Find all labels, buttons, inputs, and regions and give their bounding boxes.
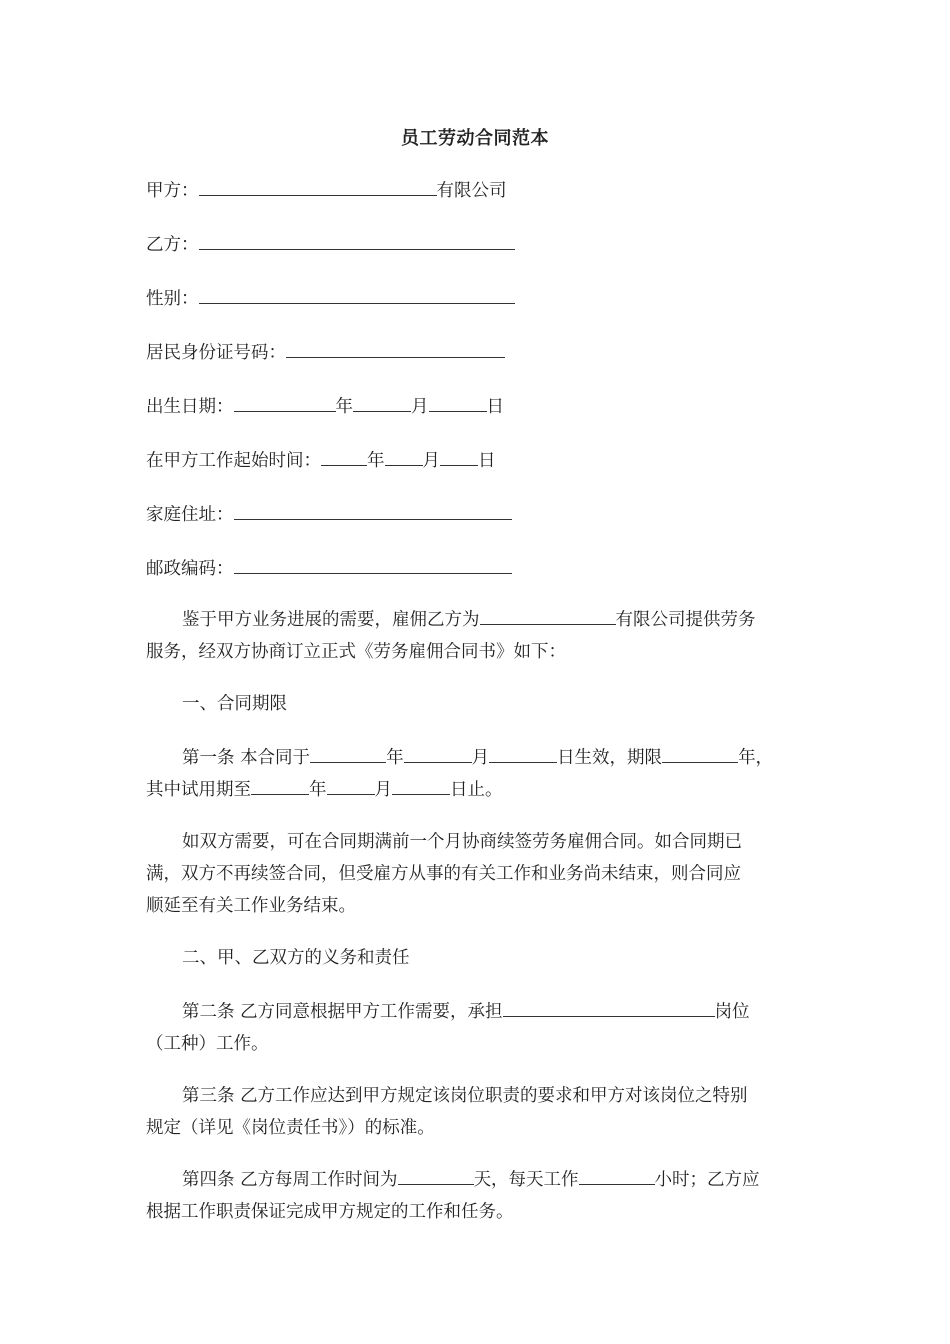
- birth-label: 出生日期：: [146, 397, 234, 417]
- renewal-paragraph: [146, 826, 806, 922]
- gender-blank[interactable]: [199, 283, 515, 304]
- art3-line-2: 规定（详见《岗位责任书》）的标准。: [146, 1118, 435, 1138]
- article1-paragraph: [146, 742, 806, 806]
- probation-month-blank[interactable]: [327, 774, 375, 795]
- renewal-line-3: 顺延至有关工作业务结束。: [146, 896, 356, 916]
- days-blank[interactable]: [398, 1164, 474, 1185]
- article4-paragraph: [146, 1164, 806, 1228]
- party-b-label: 乙方：: [146, 235, 199, 255]
- probation-end-text: 日止。: [450, 780, 503, 800]
- article3-paragraph: [146, 1080, 806, 1144]
- section1-heading-text: 一、合同期限: [182, 694, 287, 714]
- art4-text-c: 小时；乙方应: [654, 1170, 760, 1190]
- start-year-blank[interactable]: [321, 445, 367, 466]
- document-title: 员工劳动合同范本: [401, 128, 549, 149]
- day-text: 日: [486, 397, 504, 417]
- art1-l2-text: 其中试用期至: [146, 780, 251, 800]
- postcode-line: [146, 553, 512, 584]
- intro-company-blank[interactable]: [480, 604, 616, 625]
- party-b-line: [146, 229, 515, 260]
- start-month-blank[interactable]: [385, 445, 423, 466]
- probation-day-blank[interactable]: [392, 774, 450, 795]
- probation-month-text: 月: [374, 780, 392, 800]
- art3-line-1: 第三条 乙方工作应达到甲方规定该岗位职责的要求和甲方对该岗位之特别: [182, 1086, 748, 1106]
- address-line: [146, 499, 512, 530]
- art1-term-blank[interactable]: [662, 742, 738, 763]
- probation-year-blank[interactable]: [251, 774, 309, 795]
- art2-text-b: 岗位: [714, 1002, 750, 1022]
- start-day-blank[interactable]: [440, 445, 478, 466]
- intro-paragraph: [146, 604, 806, 668]
- party-b-blank[interactable]: [199, 229, 515, 250]
- month-text: 月: [422, 451, 440, 471]
- art1-month-blank[interactable]: [404, 742, 472, 763]
- year-text: 年: [335, 397, 353, 417]
- start-label: 在甲方工作起始时间：: [146, 451, 321, 471]
- hours-blank[interactable]: [579, 1164, 655, 1185]
- id-blank[interactable]: [286, 337, 505, 358]
- section2-heading-text: 二、甲、乙双方的义务和责任: [182, 948, 410, 968]
- art4-line-2: 根据工作职责保证完成甲方规定的工作和任务。: [146, 1202, 514, 1222]
- art1-year-blank[interactable]: [310, 742, 386, 763]
- art1-text-a: 第一条 本合同于: [182, 748, 311, 768]
- id-label: 居民身份证号码：: [146, 343, 286, 363]
- gender-label: 性别：: [146, 289, 199, 309]
- art1-day-text: 日生效，期限: [557, 748, 663, 768]
- day-text: 日: [478, 451, 496, 471]
- year-text: 年: [367, 451, 385, 471]
- article2-paragraph: [146, 996, 806, 1060]
- gender-line: [146, 283, 515, 314]
- renewal-line-2: 满，双方不再续签合同，但受雇方从事的有关工作和业务尚未结束，则合同应: [146, 864, 741, 884]
- birth-year-blank[interactable]: [234, 391, 336, 412]
- section2-heading: [146, 942, 806, 974]
- intro-text-c: 服务，经双方协商订立正式《劳务雇佣合同书》如下：: [146, 642, 566, 662]
- party-a-label: 甲方：: [146, 181, 199, 201]
- month-text: 月: [411, 397, 429, 417]
- postcode-label: 邮政编码：: [146, 559, 234, 579]
- probation-year-text: 年: [309, 780, 327, 800]
- art4-text-a: 第四条 乙方每周工作时间为: [182, 1170, 398, 1190]
- party-a-blank[interactable]: [199, 175, 437, 196]
- party-a-line: [146, 175, 507, 206]
- address-blank[interactable]: [234, 499, 512, 520]
- section1-heading: [146, 688, 806, 720]
- birth-month-blank[interactable]: [353, 391, 411, 412]
- postcode-blank[interactable]: [234, 553, 512, 574]
- party-a-suffix: 有限公司: [436, 181, 507, 201]
- birth-line: [146, 391, 504, 422]
- art1-end-text: 年，: [738, 748, 774, 768]
- art2-line-2: （工种）工作。: [146, 1034, 269, 1054]
- start-line: [146, 445, 496, 476]
- id-line: [146, 337, 505, 368]
- address-label: 家庭住址：: [146, 505, 234, 525]
- art1-month-text: 月: [471, 748, 490, 768]
- intro-text-b: 有限公司提供劳务: [615, 610, 756, 630]
- art1-day-blank[interactable]: [489, 742, 557, 763]
- art2-text-a: 第二条 乙方同意根据甲方工作需要，承担: [182, 1002, 503, 1022]
- art1-year-text: 年: [386, 748, 404, 768]
- renewal-line-1: 如双方需要，可在合同期满前一个月协商续签劳务雇佣合同。如合同期已: [182, 832, 742, 852]
- art4-text-b: 天，每天工作: [473, 1170, 579, 1190]
- position-blank[interactable]: [503, 996, 715, 1017]
- birth-day-blank[interactable]: [429, 391, 487, 412]
- intro-text-a: 鉴于甲方业务进展的需要，雇佣乙方为: [182, 610, 480, 630]
